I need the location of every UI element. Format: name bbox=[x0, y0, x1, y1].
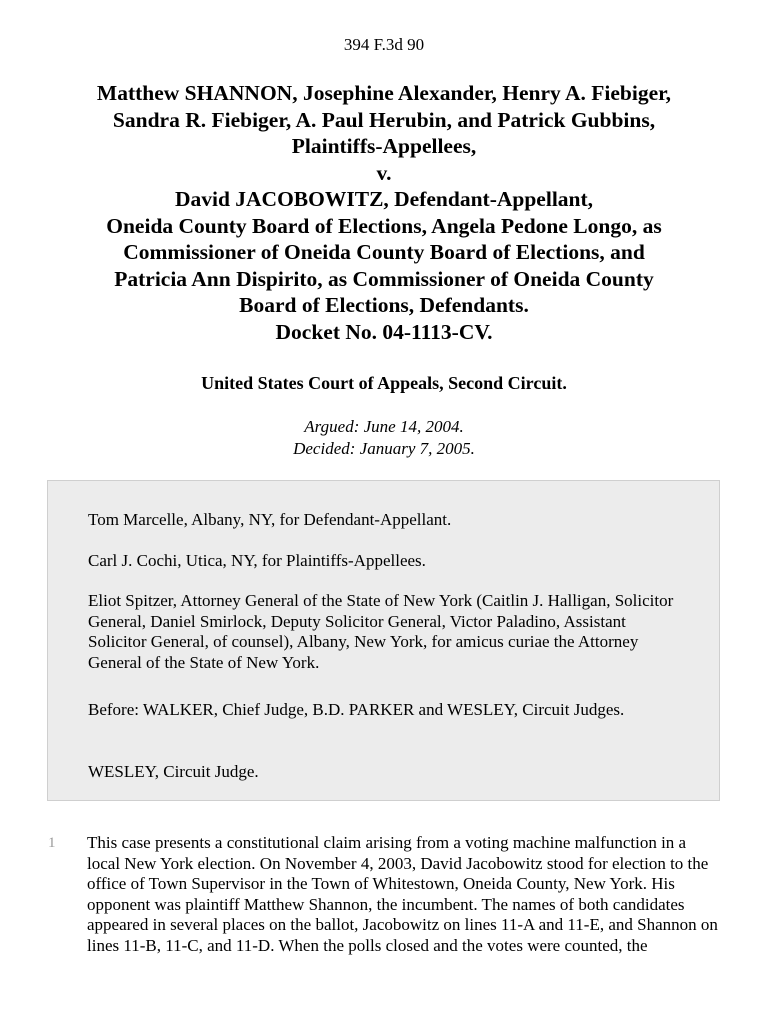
caption-line: v. bbox=[376, 160, 392, 185]
case-dates bbox=[0, 416, 768, 460]
caption-line: Matthew SHANNON, Josephine Alexander, Henry A. Fiebiger, bbox=[96, 81, 672, 105]
argued-date: Argued: June 14, 2004. bbox=[304, 417, 464, 436]
court-name: United States Court of Appeals, Second Circuit. bbox=[201, 373, 567, 393]
paragraph-text: This case presents a constitutional claim arising from a voting machine malfunction in a local New York election. On November 4, 2003, David Jacobowitz stood for election to the office of Town Supervisor in the Town of Whitestown, Oneida County, New York. His opponent was plaintiff Matthew Shannon, the incumbent. The names of both candidates appeared in several places on the ballot, Jacobowitz on lines 11-A and 11-E, and Shannon on lines 11-B, 11-C, and 11-D. When the polls closed and the votes were counted, the bbox=[87, 833, 718, 955]
case-caption bbox=[40, 80, 728, 345]
counsel-box bbox=[47, 480, 720, 801]
caption-line: Oneida County Board of Elections, Angela Pedone Longo, as bbox=[106, 213, 662, 238]
caption-line: David JACOBOWITZ, Defendant-Appellant, bbox=[174, 187, 594, 211]
caption-line: Patricia Ann Dispirito, as Commissioner of Oneida County bbox=[114, 266, 654, 291]
counsel-appellant: Tom Marcelle, Albany, NY, for Defendant-Appellant. bbox=[88, 510, 452, 529]
docket-number: Docket No. 04-1113-CV. bbox=[275, 319, 493, 344]
paragraph-number[interactable]: 1 bbox=[48, 835, 56, 851]
counsel-appellees: Carl J. Cochi, Utica, NY, for Plaintiffs-Appellees. bbox=[88, 551, 426, 570]
caption-line: Plaintiffs-Appellees, bbox=[291, 134, 477, 158]
citation: 394 F.3d 90 bbox=[343, 35, 425, 54]
opinion-author: WESLEY, Circuit Judge. bbox=[88, 762, 259, 781]
panel-judges: Before: WALKER, Chief Judge, B.D. PARKER and WESLEY, Circuit Judges. bbox=[88, 700, 625, 719]
caption-line: Commissioner of Oneida County Board of Elections, and bbox=[123, 240, 645, 264]
caption-line: Sandra R. Fiebiger, A. Paul Herubin, and Patrick Gubbins, bbox=[112, 107, 656, 132]
decided-date: Decided: January 7, 2005. bbox=[293, 439, 475, 458]
counsel-amicus: Eliot Spitzer, Attorney General of the State of New York (Caitlin J. Halligan, Solicitor General, Daniel Smirlock, Deputy Solicitor General, Victor Paladino, Assistant Solicitor General, of counsel), Albany, New York, for amicus curiae the Attorney General of the State of New York. bbox=[88, 591, 674, 672]
caption-line: Board of Elections, Defendants. bbox=[239, 293, 529, 317]
